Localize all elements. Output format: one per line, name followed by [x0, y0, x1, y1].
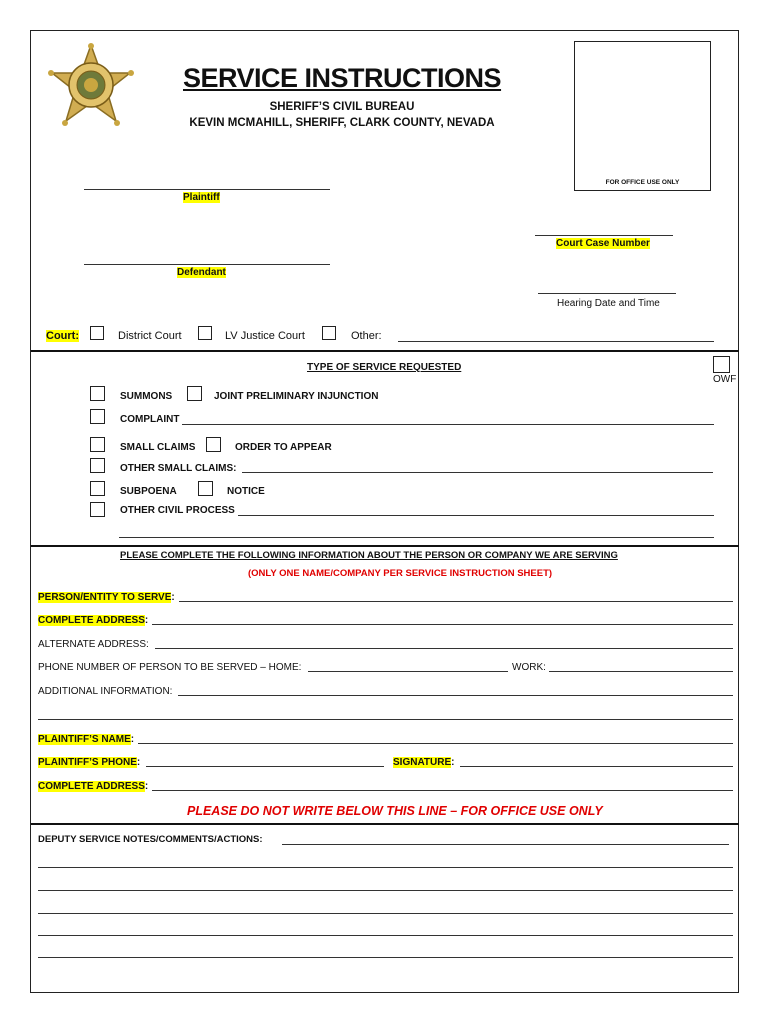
district-court-label: District Court [118, 330, 182, 342]
plaintiff-address-line[interactable] [152, 790, 733, 791]
joint-injunction-label: JOINT PRELIMINARY INJUNCTION [214, 391, 379, 402]
address-line[interactable] [152, 624, 733, 625]
deputy-notes-line-2 [38, 867, 733, 868]
phone-home-label: PHONE NUMBER OF PERSON TO BE SERVED – HOME: [38, 662, 302, 673]
other-civil-label: OTHER CIVIL PROCESS [120, 505, 235, 516]
deputy-notes-line-5 [38, 935, 733, 936]
section-divider [31, 350, 739, 352]
hearing-line[interactable] [538, 293, 676, 294]
alt-address-line[interactable] [155, 648, 733, 649]
phone-work-label: WORK: [512, 662, 546, 673]
other-small-claims-line[interactable] [242, 472, 713, 473]
other-court-label: Other: [351, 330, 382, 342]
phone-work-line[interactable] [549, 671, 733, 672]
other-small-claims-checkbox[interactable] [90, 458, 105, 473]
office-use-warning: PLEASE DO NOT WRITE BELOW THIS LINE – FOR OFFICE USE ONLY [187, 804, 603, 818]
plaintiff-phone-label: PLAINTIFF’S PHONE: [38, 757, 141, 768]
bureau-subtitle: SHERIFF’S CIVIL BUREAU [269, 101, 415, 113]
order-appear-checkbox[interactable] [206, 437, 221, 452]
deputy-notes-label: DEPUTY SERVICE NOTES/COMMENTS/ACTIONS: [38, 834, 263, 845]
phone-home-line[interactable] [308, 671, 508, 672]
summons-checkbox[interactable] [90, 386, 105, 401]
signature-label: SIGNATURE: [393, 757, 455, 768]
plaintiff-address-label: COMPLETE ADDRESS: [38, 781, 149, 792]
additional-info-line[interactable] [178, 695, 733, 696]
subpoena-checkbox[interactable] [90, 481, 105, 496]
plaintiff-name-label: PLAINTIFF’S NAME: [38, 734, 135, 745]
justice-court-checkbox[interactable] [198, 326, 212, 340]
joint-injunction-checkbox[interactable] [187, 386, 202, 401]
owf-label: OWF [713, 374, 737, 385]
complaint-line[interactable] [182, 424, 714, 425]
hearing-label: Hearing Date and Time [557, 298, 660, 309]
small-claims-checkbox[interactable] [90, 437, 105, 452]
address-label: COMPLETE ADDRESS: [38, 615, 149, 626]
entity-label: PERSON/ENTITY TO SERVE: [38, 592, 175, 603]
section-divider-2 [31, 545, 739, 547]
subpoena-label: SUBPOENA [120, 486, 177, 497]
service-heading: TYPE OF SERVICE REQUESTED [307, 362, 462, 373]
owf-checkbox[interactable] [713, 356, 730, 373]
complaint-checkbox[interactable] [90, 409, 105, 424]
order-appear-label: ORDER TO APPEAR [235, 442, 332, 453]
defendant-line[interactable] [84, 264, 330, 265]
complaint-label: COMPLAINT [120, 414, 180, 425]
office-use-label: FOR OFFICE USE ONLY [605, 179, 680, 186]
other-civil-line[interactable] [238, 515, 714, 516]
deputy-notes-line [282, 844, 729, 845]
defendant-label: Defendant [177, 267, 226, 278]
notice-label: NOTICE [227, 486, 265, 497]
court-label: Court: [46, 330, 79, 342]
additional-info-line-2[interactable] [38, 719, 733, 720]
alt-address-label: ALTERNATE ADDRESS: [38, 639, 149, 650]
other-civil-line-2[interactable] [119, 537, 714, 538]
notice-checkbox[interactable] [198, 481, 213, 496]
entity-line[interactable] [179, 601, 733, 602]
other-court-checkbox[interactable] [322, 326, 336, 340]
person-heading: PLEASE COMPLETE THE FOLLOWING INFORMATION ABOUT THE PERSON OR COMPANY WE ARE SERVING [120, 550, 618, 561]
sheriff-badge-icon [46, 43, 136, 133]
section-divider-3 [31, 823, 739, 825]
deputy-notes-line-4 [38, 913, 733, 914]
case-number-line[interactable] [535, 235, 673, 236]
plaintiff-label: Plaintiff [183, 192, 220, 203]
office-use-box [574, 41, 711, 191]
other-civil-checkbox[interactable] [90, 502, 105, 517]
plaintiff-line[interactable] [84, 189, 330, 190]
small-claims-label: SMALL CLAIMS [120, 442, 196, 453]
case-number-label: Court Case Number [556, 238, 650, 249]
district-court-checkbox[interactable] [90, 326, 104, 340]
form-title: SERVICE INSTRUCTIONS [183, 63, 502, 93]
one-name-note: (ONLY ONE NAME/COMPANY PER SERVICE INSTRUCTION SHEET) [248, 568, 553, 579]
summons-label: SUMMONS [120, 391, 173, 402]
plaintiff-name-line[interactable] [138, 743, 733, 744]
plaintiff-phone-line[interactable] [146, 766, 384, 767]
deputy-notes-line-6 [38, 957, 733, 958]
other-court-line[interactable] [398, 341, 714, 342]
signature-line[interactable] [460, 766, 733, 767]
deputy-notes-line-3 [38, 890, 733, 891]
sheriff-subtitle: KEVIN MCMAHILL, SHERIFF, CLARK COUNTY, NEVADA [189, 117, 495, 129]
other-small-claims-label: OTHER SMALL CLAIMS: [120, 463, 237, 474]
justice-court-label: LV Justice Court [225, 330, 305, 342]
additional-info-label: ADDITIONAL INFORMATION: [38, 686, 173, 697]
